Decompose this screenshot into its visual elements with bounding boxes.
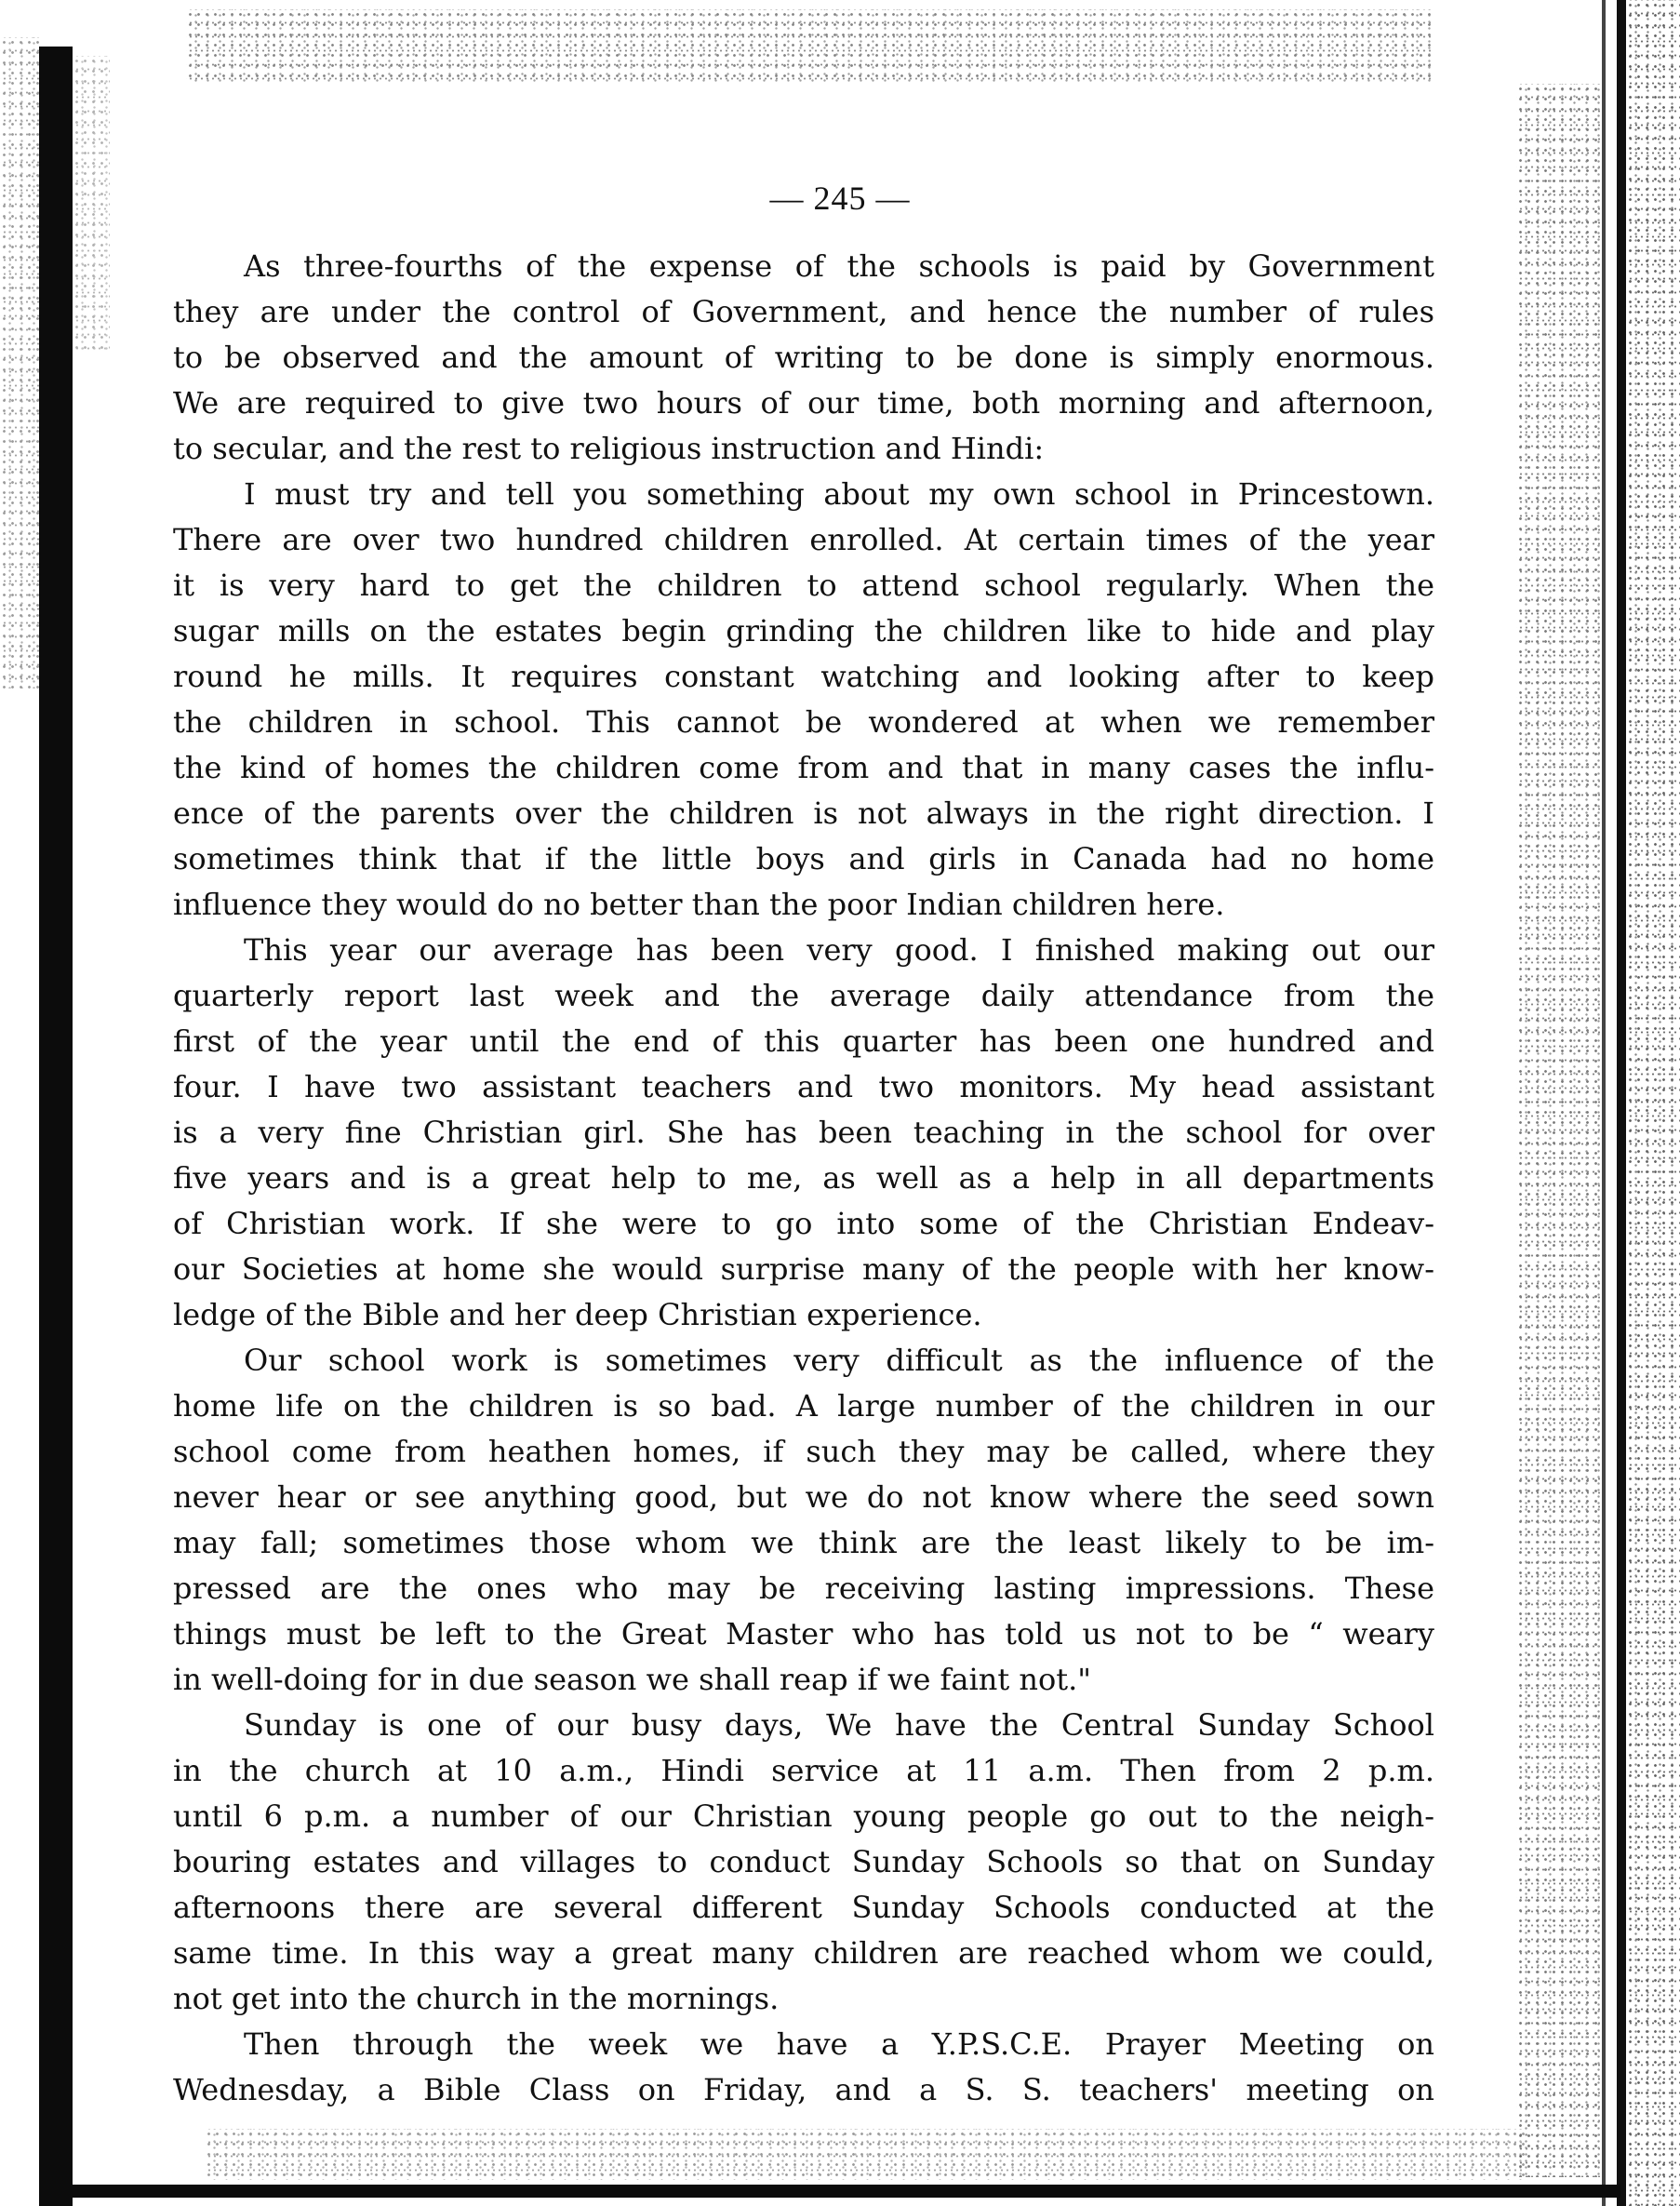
text-line: pressed are the ones who may be receiving lasting impressions. These bbox=[173, 1571, 1434, 1606]
body-text bbox=[173, 244, 1434, 2113]
text-line: home life on the children is so bad. A large number of the children in our bbox=[173, 1388, 1434, 1424]
text-line: Then through the week we have a Y.P.S.C.E. Prayer Meeting on bbox=[244, 2026, 1434, 2062]
text-line: sometimes think that if the little boys and girls in Canada had no home bbox=[173, 841, 1434, 876]
text-line: Our school work is sometimes very difficult as the influence of the bbox=[244, 1343, 1434, 1378]
text-line: five years and is a great help to me, as well as a help in all departments bbox=[173, 1160, 1434, 1196]
page-edge-line bbox=[1602, 0, 1606, 2206]
paragraph bbox=[173, 244, 1434, 472]
text-line: never hear or see anything good, but we do not know where the seed sown bbox=[173, 1479, 1434, 1515]
text-line: quarterly report last week and the average daily attendance from the bbox=[173, 978, 1434, 1013]
text-line: not get into the church in the mornings. bbox=[173, 1981, 780, 2016]
text-line: to be observed and the amount of writing to be done is simply enormous. bbox=[173, 340, 1434, 375]
text-line: four. I have two assistant teachers and two monitors. My head assistant bbox=[173, 1069, 1434, 1104]
text-line: the kind of homes the children come from and that in many cases the influ- bbox=[173, 750, 1434, 785]
text-line: Wednesday, a Bible Class on Friday, and a S. S. teachers' meeting on bbox=[173, 2072, 1434, 2107]
text-line: sugar mills on the estates begin grinding the children like to hide and play bbox=[173, 613, 1434, 648]
text-line: As three-fourths of the expense of the schools is paid by Government bbox=[244, 248, 1434, 284]
text-line: round he mills. It requires constant watching and looking after to keep bbox=[173, 659, 1434, 694]
text-line: in the church at 10 a.m., Hindi service at 11 a.m. Then from 2 p.m. bbox=[173, 1753, 1434, 1788]
page-number: — 245 — bbox=[769, 180, 911, 217]
text-line: of Christian work. If she were to go into some of the Christian Endeav- bbox=[173, 1206, 1434, 1241]
text-line: things must be left to the Great Master who has told us not to be “ weary bbox=[173, 1616, 1434, 1651]
text-line: Sunday is one of our busy days, We have the Central Sunday School bbox=[244, 1707, 1434, 1743]
text-line: first of the year until the end of this quarter has been one hundred and bbox=[173, 1023, 1434, 1059]
text-line: bouring estates and villages to conduct Sunday Schools so that on Sunday bbox=[173, 1844, 1434, 1879]
scan-speckle-edge bbox=[1626, 0, 1680, 2206]
text-line: the children in school. This cannot be wondered at when we remember bbox=[173, 704, 1434, 740]
paragraph bbox=[173, 472, 1434, 928]
text-line: is a very fine Christian girl. She has been teaching in the school for over bbox=[173, 1115, 1434, 1150]
text-line: it is very hard to get the children to attend school regularly. When the bbox=[173, 568, 1434, 603]
page-edge-shadow bbox=[1617, 0, 1626, 2206]
text-line: influence they would do no better than the poor Indian children here. bbox=[173, 887, 1225, 922]
text-line: our Societies at home she would surprise many of the people with her know- bbox=[173, 1251, 1434, 1287]
text-line: afternoons there are several different Sunday Schools conducted at the bbox=[173, 1890, 1434, 1925]
text-line: This year our average has been very good. I finished making out our bbox=[244, 932, 1434, 968]
paragraph bbox=[173, 2022, 1434, 2113]
text-line: same time. In this way a great many children are reached whom we could, bbox=[173, 1935, 1434, 1971]
text-line: to secular, and the rest to religious instruction and Hindi: bbox=[173, 431, 1045, 466]
paragraph bbox=[173, 1338, 1434, 1703]
text-line: may fall; sometimes those whom we think are the least likely to be im- bbox=[173, 1525, 1434, 1560]
text-line: I must try and tell you something about my own school in Princestown. bbox=[244, 476, 1434, 512]
text-line: We are required to give two hours of our time, both morning and afternoon, bbox=[173, 385, 1434, 421]
text-line: school come from heathen homes, if such they may be called, where they bbox=[173, 1434, 1434, 1469]
text-line: There are over two hundred children enrolled. At certain times of the year bbox=[173, 522, 1434, 557]
scan-speckle-right bbox=[1516, 84, 1602, 2177]
scan-speckle-left bbox=[0, 37, 39, 689]
text-line: in well-doing for in due season we shall reap if we faint not." bbox=[173, 1662, 1091, 1697]
scan-speckle-bottom bbox=[205, 2129, 1526, 2180]
scan-speckle-top bbox=[186, 9, 1433, 84]
binding-shadow bbox=[39, 47, 73, 2206]
paragraph bbox=[173, 928, 1434, 1338]
paragraph bbox=[173, 1703, 1434, 2022]
text-line: ledge of the Bible and her deep Christian experience. bbox=[173, 1297, 982, 1332]
text-line: until 6 p.m. a number of our Christian young people go out to the neigh- bbox=[173, 1798, 1434, 1834]
bottom-edge-shadow bbox=[39, 2185, 1620, 2198]
text-line: ence of the parents over the children is not always in the right direction. I bbox=[173, 795, 1434, 831]
text-line: they are under the control of Government, and hence the number of rules bbox=[173, 294, 1434, 329]
